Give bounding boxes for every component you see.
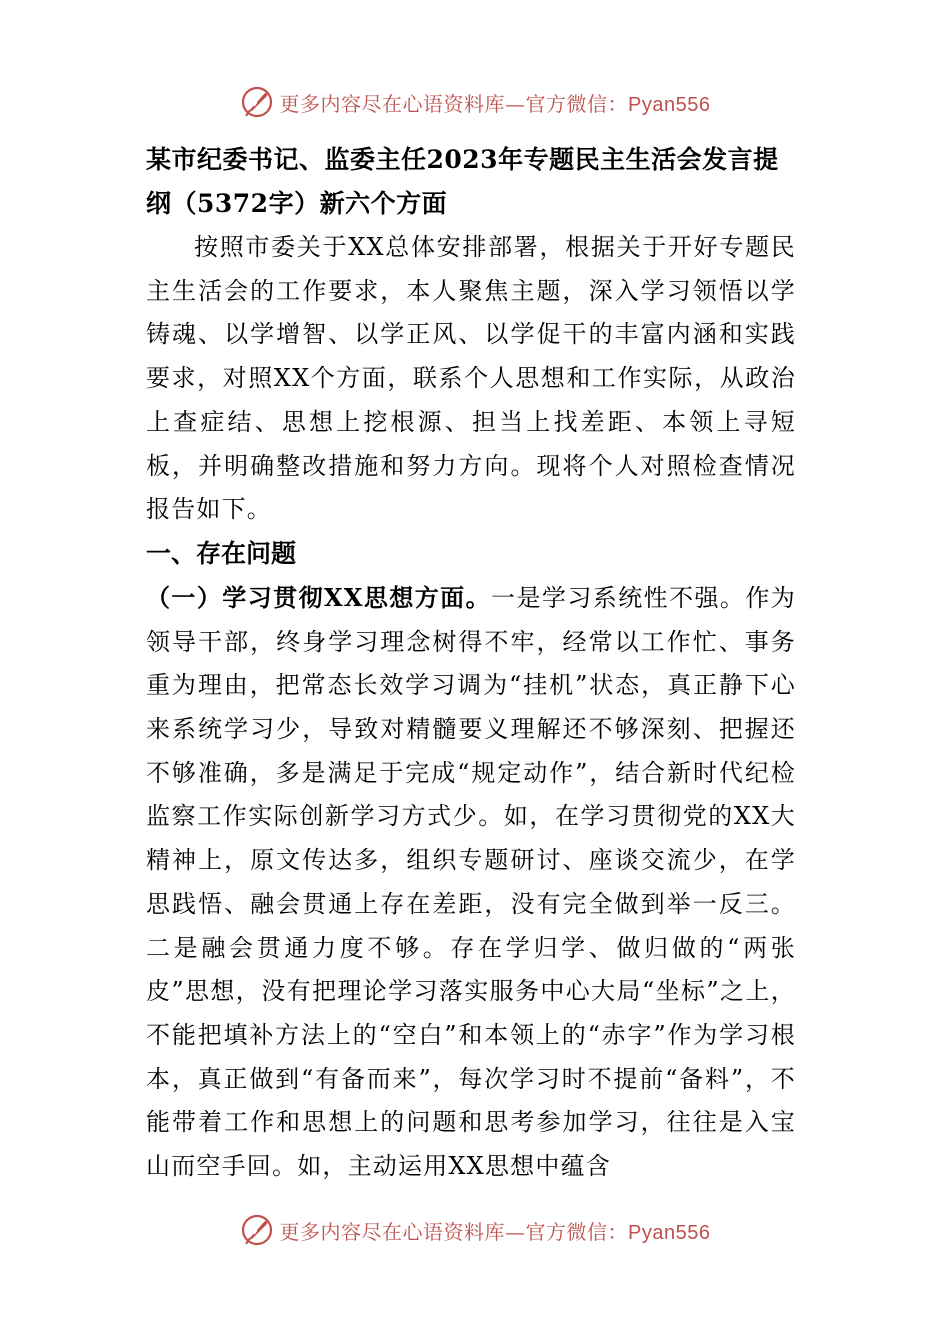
wechat-id: Pyan556 bbox=[628, 93, 711, 116]
footer-banner bbox=[0, 1210, 950, 1250]
quill-logo-icon bbox=[240, 85, 274, 119]
intro-paragraph: 按照市委关于XX总体安排部署，根据关于开好专题民主生活会的工作要求，本人聚焦主题，深入学习领悟以学铸魂、以学增智、以学正风、以学促干的丰富内涵和实践要求，对照XX个方面，联系个人思想和工作实际，从政治上查症结、思想上挖根源、担当上找差距、本领上寻短板，并明确整改措施和努力方向。现将个人对照检查情况报告如下。 bbox=[146, 233, 796, 524]
sub-section-paragraph bbox=[146, 576, 796, 1189]
banner-text: 更多内容尽在心语资料库—官方微信：Pyan556 bbox=[279, 91, 711, 116]
document-title: 某市纪委书记、监委主任2023年专题民主生活会发言提纲（5372字）新六个方面 bbox=[146, 145, 779, 218]
wechat-id: Pyan556 bbox=[628, 1221, 711, 1244]
sub-section-body: 一是学习系统性不强。作为领导干部，终身学习理念树得不牢，经常以工作忙、事务重为理由，把常态长效学习调为“挂机”状态，真正静下心来系统学习少，导致对精髓要义理解还不够深刻、把握还不够准确，多是满足于完成“规定动作”，结合新时代纪检监察工作实际创新学习方式少。如，在学习贯彻党的XX大精神上，原文传达多，组织专题研讨、座谈交流少，在学思践悟、融会贯通上存在差距，没有完全做到举一反三。二是融会贯通力度不够。存在学归学、做归做的“两张皮”思想，没有把理论学习落实服务中心大局“坐标”之上，不能把填补方法上的“空白”和本领上的“赤字”作为学习根本，真正做到“有备而来”，每次学习时不提前“备料”，不能带着工作和思想上的问题和思考参加学习，往往是入宝山而空手回。如，主动运用XX思想中蕴含 bbox=[146, 583, 796, 1181]
section-heading: 一、存在问题 bbox=[146, 538, 297, 568]
banner-text: 更多内容尽在心语资料库—官方微信：Pyan556 bbox=[279, 1219, 711, 1244]
sub-section-heading: （一）学习贯彻XX思想方面。 bbox=[146, 582, 492, 612]
header-banner bbox=[0, 82, 950, 122]
quill-logo-icon bbox=[240, 1213, 274, 1247]
document-body bbox=[146, 138, 796, 1189]
